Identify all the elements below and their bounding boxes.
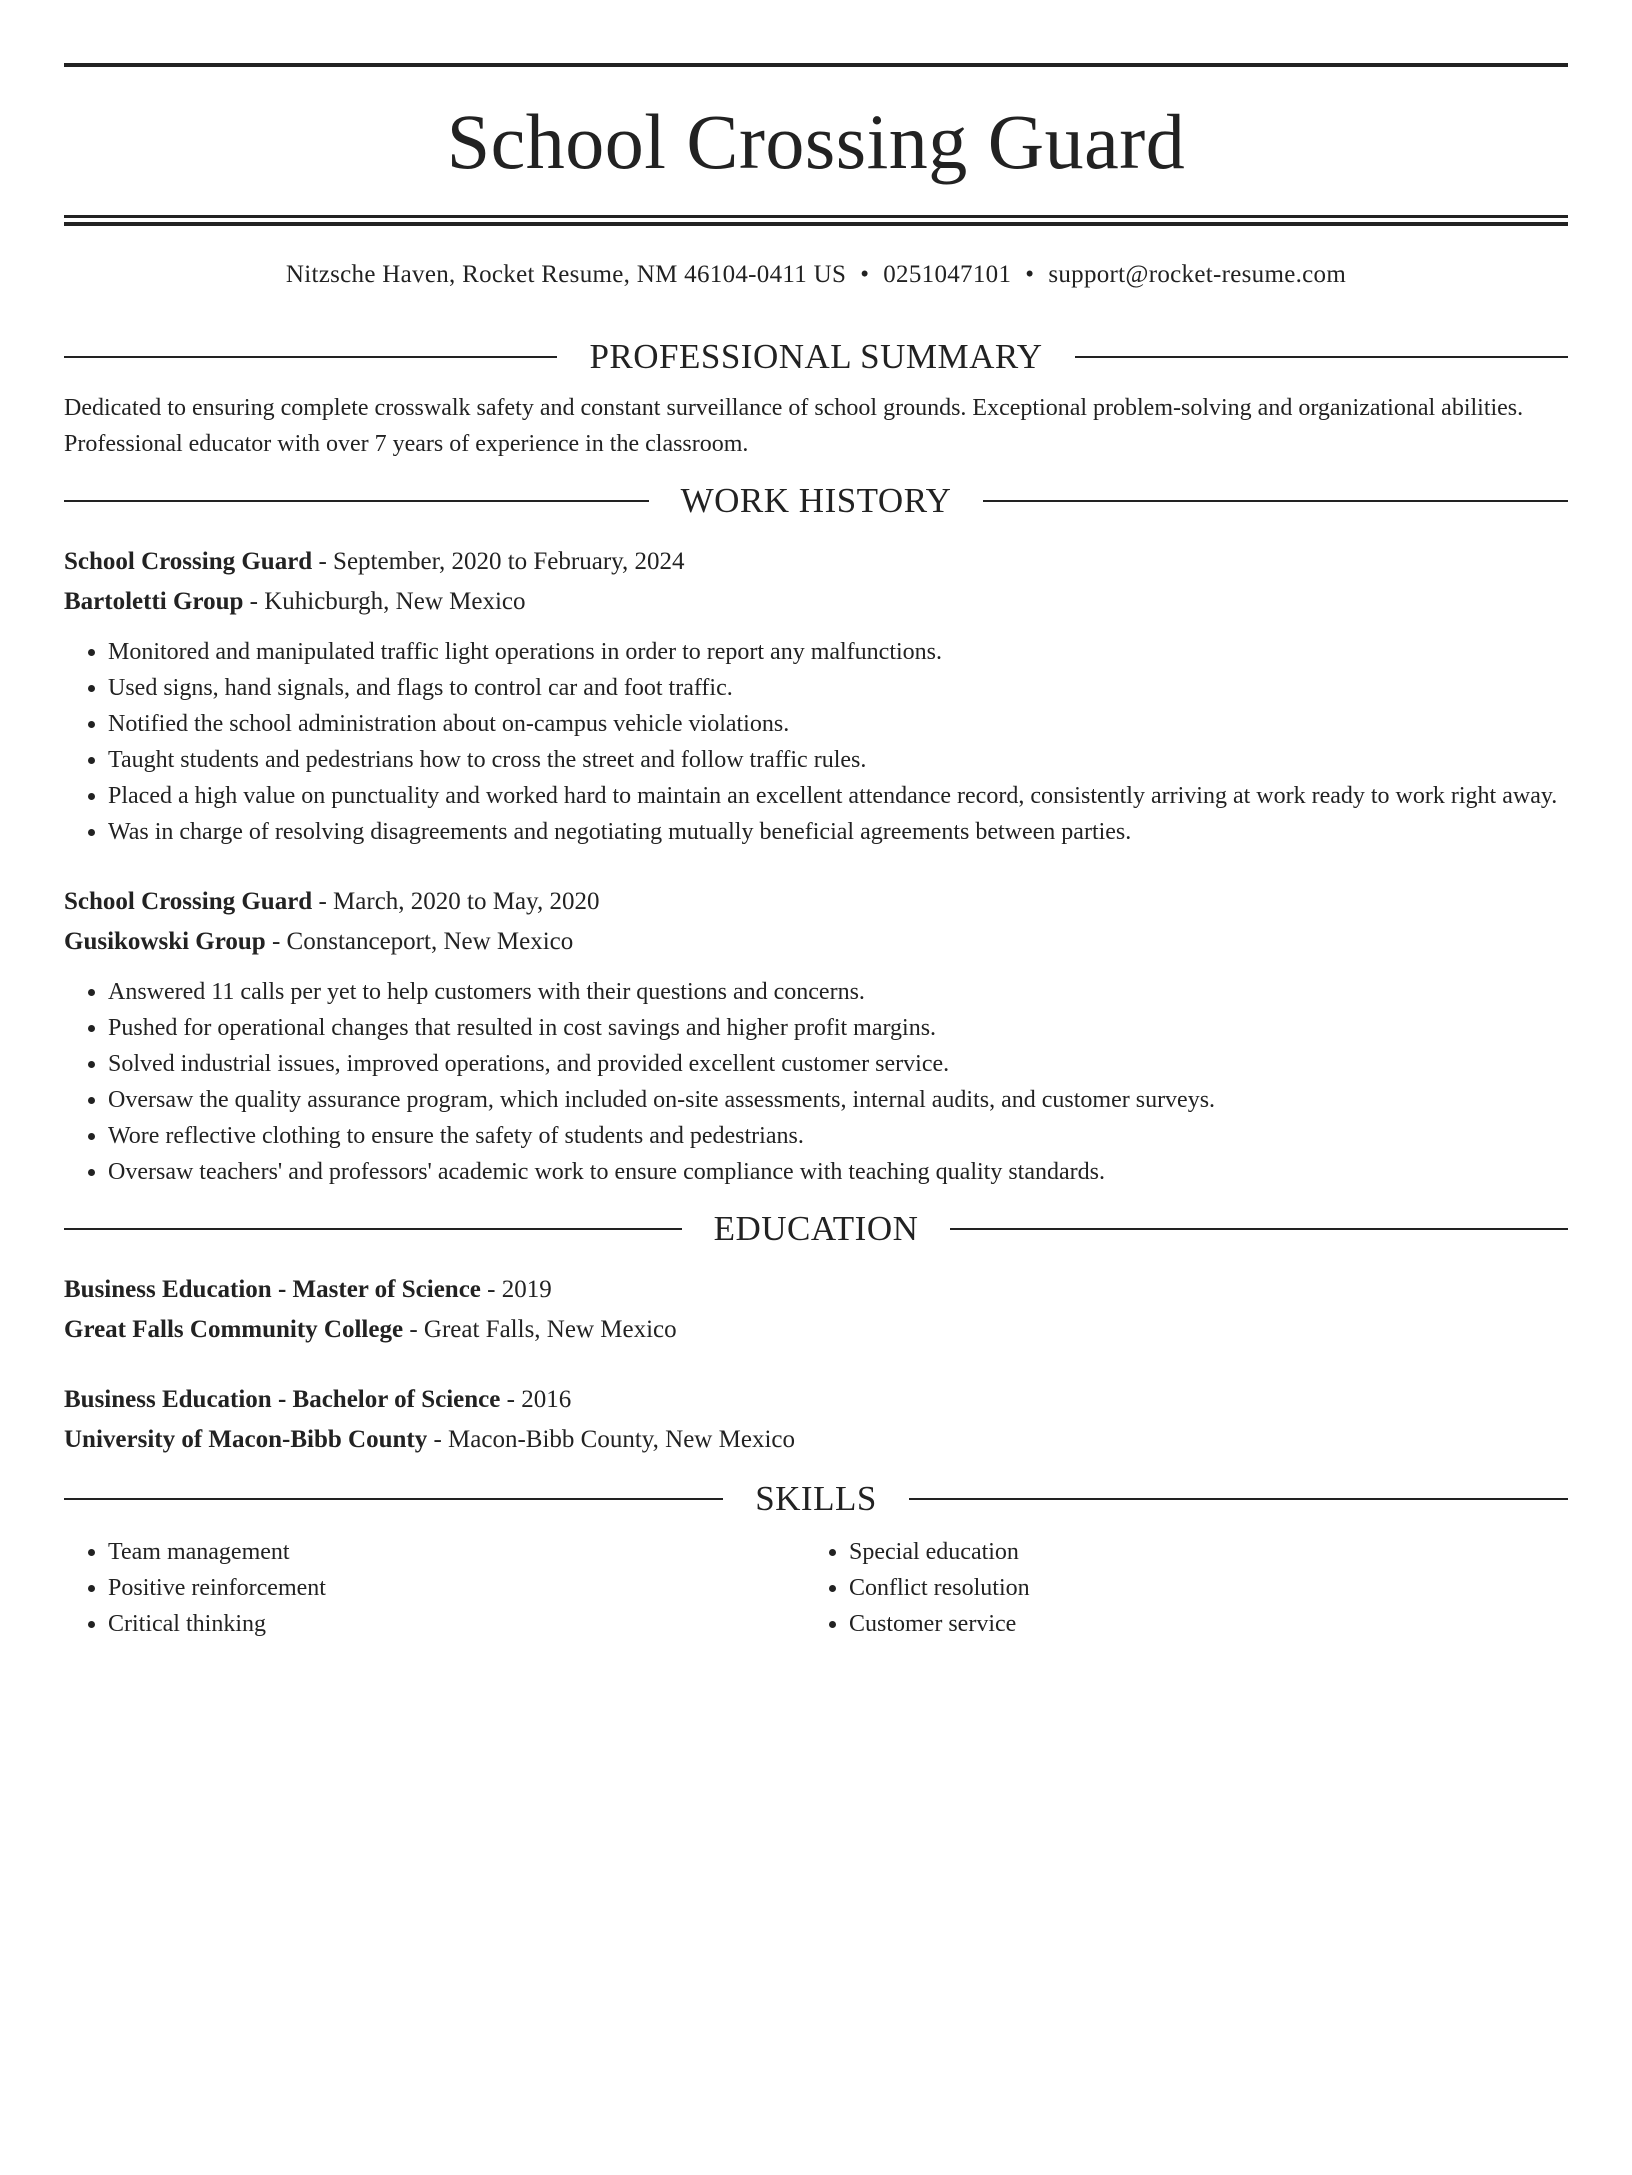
skills-columns	[64, 1534, 1568, 1642]
skill-item: • Conflict resolution	[849, 1570, 1568, 1606]
work-section-header	[64, 480, 1568, 522]
skill-item: • Customer service	[849, 1606, 1568, 1642]
degree: Business Education - Master of Science	[64, 1276, 481, 1303]
contact-email: support@rocket-resume.com	[1048, 261, 1347, 288]
degree-year: - 2016	[500, 1386, 572, 1413]
list-item: • Notified the school administration about on-campus vehicle violations.	[108, 706, 1568, 742]
contact-separator: •	[1025, 261, 1035, 288]
section-rule	[983, 500, 1568, 502]
double-rule	[64, 215, 1568, 226]
skill-item: • Special education	[849, 1534, 1568, 1570]
job-company-line	[64, 582, 1568, 622]
job-title: School Crossing Guard	[64, 548, 313, 575]
resume-page	[0, 63, 1632, 2175]
page-title: School Crossing Guard	[446, 98, 1186, 185]
job-title: School Crossing Guard	[64, 888, 313, 915]
job-title-line	[64, 882, 1568, 922]
summary-heading: PROFESSIONAL SUMMARY	[589, 337, 1043, 376]
list-item: • Placed a high value on punctuality and worked hard to maintain an excellent attendance record, consistently arriving at work ready to work right away.	[108, 778, 1568, 814]
list-item: • Solved industrial issues, improved operations, and provided excellent customer service.	[108, 1046, 1568, 1082]
job-dates: - March, 2020 to May, 2020	[312, 888, 600, 915]
contact-phone: 0251047101	[883, 261, 1012, 288]
section-rule	[950, 1228, 1568, 1230]
job-bullets	[64, 974, 1568, 1190]
degree-year: - 2019	[480, 1276, 552, 1303]
education-heading: EDUCATION	[713, 1209, 919, 1248]
school-name: University of Macon-Bibb County	[64, 1426, 428, 1453]
summary-section-header	[64, 336, 1568, 378]
school-line	[64, 1420, 1568, 1460]
job-entry	[64, 542, 1568, 850]
job-company: Gusikowski Group	[64, 928, 266, 955]
list-item: • Pushed for operational changes that resulted in cost savings and higher profit margins.	[108, 1010, 1568, 1046]
education-section-header	[64, 1208, 1568, 1250]
degree-line	[64, 1270, 1568, 1310]
job-entry	[64, 882, 1568, 1190]
job-company: Bartoletti Group	[64, 588, 244, 615]
section-rule	[1075, 356, 1568, 358]
job-company-line	[64, 922, 1568, 962]
list-item: • Wore reflective clothing to ensure the safety of students and pedestrians.	[108, 1118, 1568, 1154]
education-entry	[64, 1380, 1568, 1460]
degree-line	[64, 1380, 1568, 1420]
job-title-line	[64, 542, 1568, 582]
contact-line	[64, 258, 1568, 292]
section-rule	[64, 500, 649, 502]
job-bullets	[64, 634, 1568, 850]
school-name: Great Falls Community College	[64, 1316, 404, 1343]
list-item: • Monitored and manipulated traffic light operations in order to report any malfunctions.	[108, 634, 1568, 670]
skills-section-header	[64, 1478, 1568, 1520]
job-location: - Kuhicburgh, New Mexico	[243, 588, 526, 615]
skill-item: • Positive reinforcement	[108, 1570, 805, 1606]
degree: Business Education - Bachelor of Science	[64, 1386, 501, 1413]
skills-list-right	[805, 1534, 1568, 1642]
section-rule	[909, 1498, 1568, 1500]
section-rule	[64, 1228, 682, 1230]
skills-heading: SKILLS	[755, 1479, 877, 1518]
list-item: • Oversaw teachers' and professors' academic work to ensure compliance with teaching quality standards.	[108, 1154, 1568, 1190]
section-rule	[64, 356, 557, 358]
section-rule	[64, 1498, 723, 1500]
list-item: • Used signs, hand signals, and flags to control car and foot traffic.	[108, 670, 1568, 706]
skill-item: • Critical thinking	[108, 1606, 805, 1642]
school-location: - Great Falls, New Mexico	[403, 1316, 677, 1343]
top-rule	[64, 63, 1568, 67]
school-line	[64, 1310, 1568, 1350]
list-item: • Was in charge of resolving disagreements and negotiating mutually beneficial agreements between parties.	[108, 814, 1568, 850]
education-entry	[64, 1270, 1568, 1350]
skills-list-left	[64, 1534, 805, 1642]
summary-text: Dedicated to ensuring complete crosswalk safety and constant surveillance of school grounds. Exceptional problem-solving and organizational abilities. Professional educator with over 7 years of experience in the classroom.	[64, 395, 1524, 457]
school-location: - Macon-Bibb County, New Mexico	[427, 1426, 795, 1453]
contact-address: Nitzsche Haven, Rocket Resume, NM 46104-0411 US	[285, 261, 847, 288]
list-item: • Answered 11 calls per yet to help customers with their questions and concerns.	[108, 974, 1568, 1010]
skill-item: • Team management	[108, 1534, 805, 1570]
work-heading: WORK HISTORY	[680, 481, 952, 520]
contact-separator: •	[860, 261, 870, 288]
job-location: - Constanceport, New Mexico	[265, 928, 574, 955]
list-item: • Oversaw the quality assurance program, which included on-site assessments, internal audits, and customer surveys.	[108, 1082, 1568, 1118]
list-item: • Taught students and pedestrians how to cross the street and follow traffic rules.	[108, 742, 1568, 778]
job-dates: - September, 2020 to February, 2024	[312, 548, 685, 575]
